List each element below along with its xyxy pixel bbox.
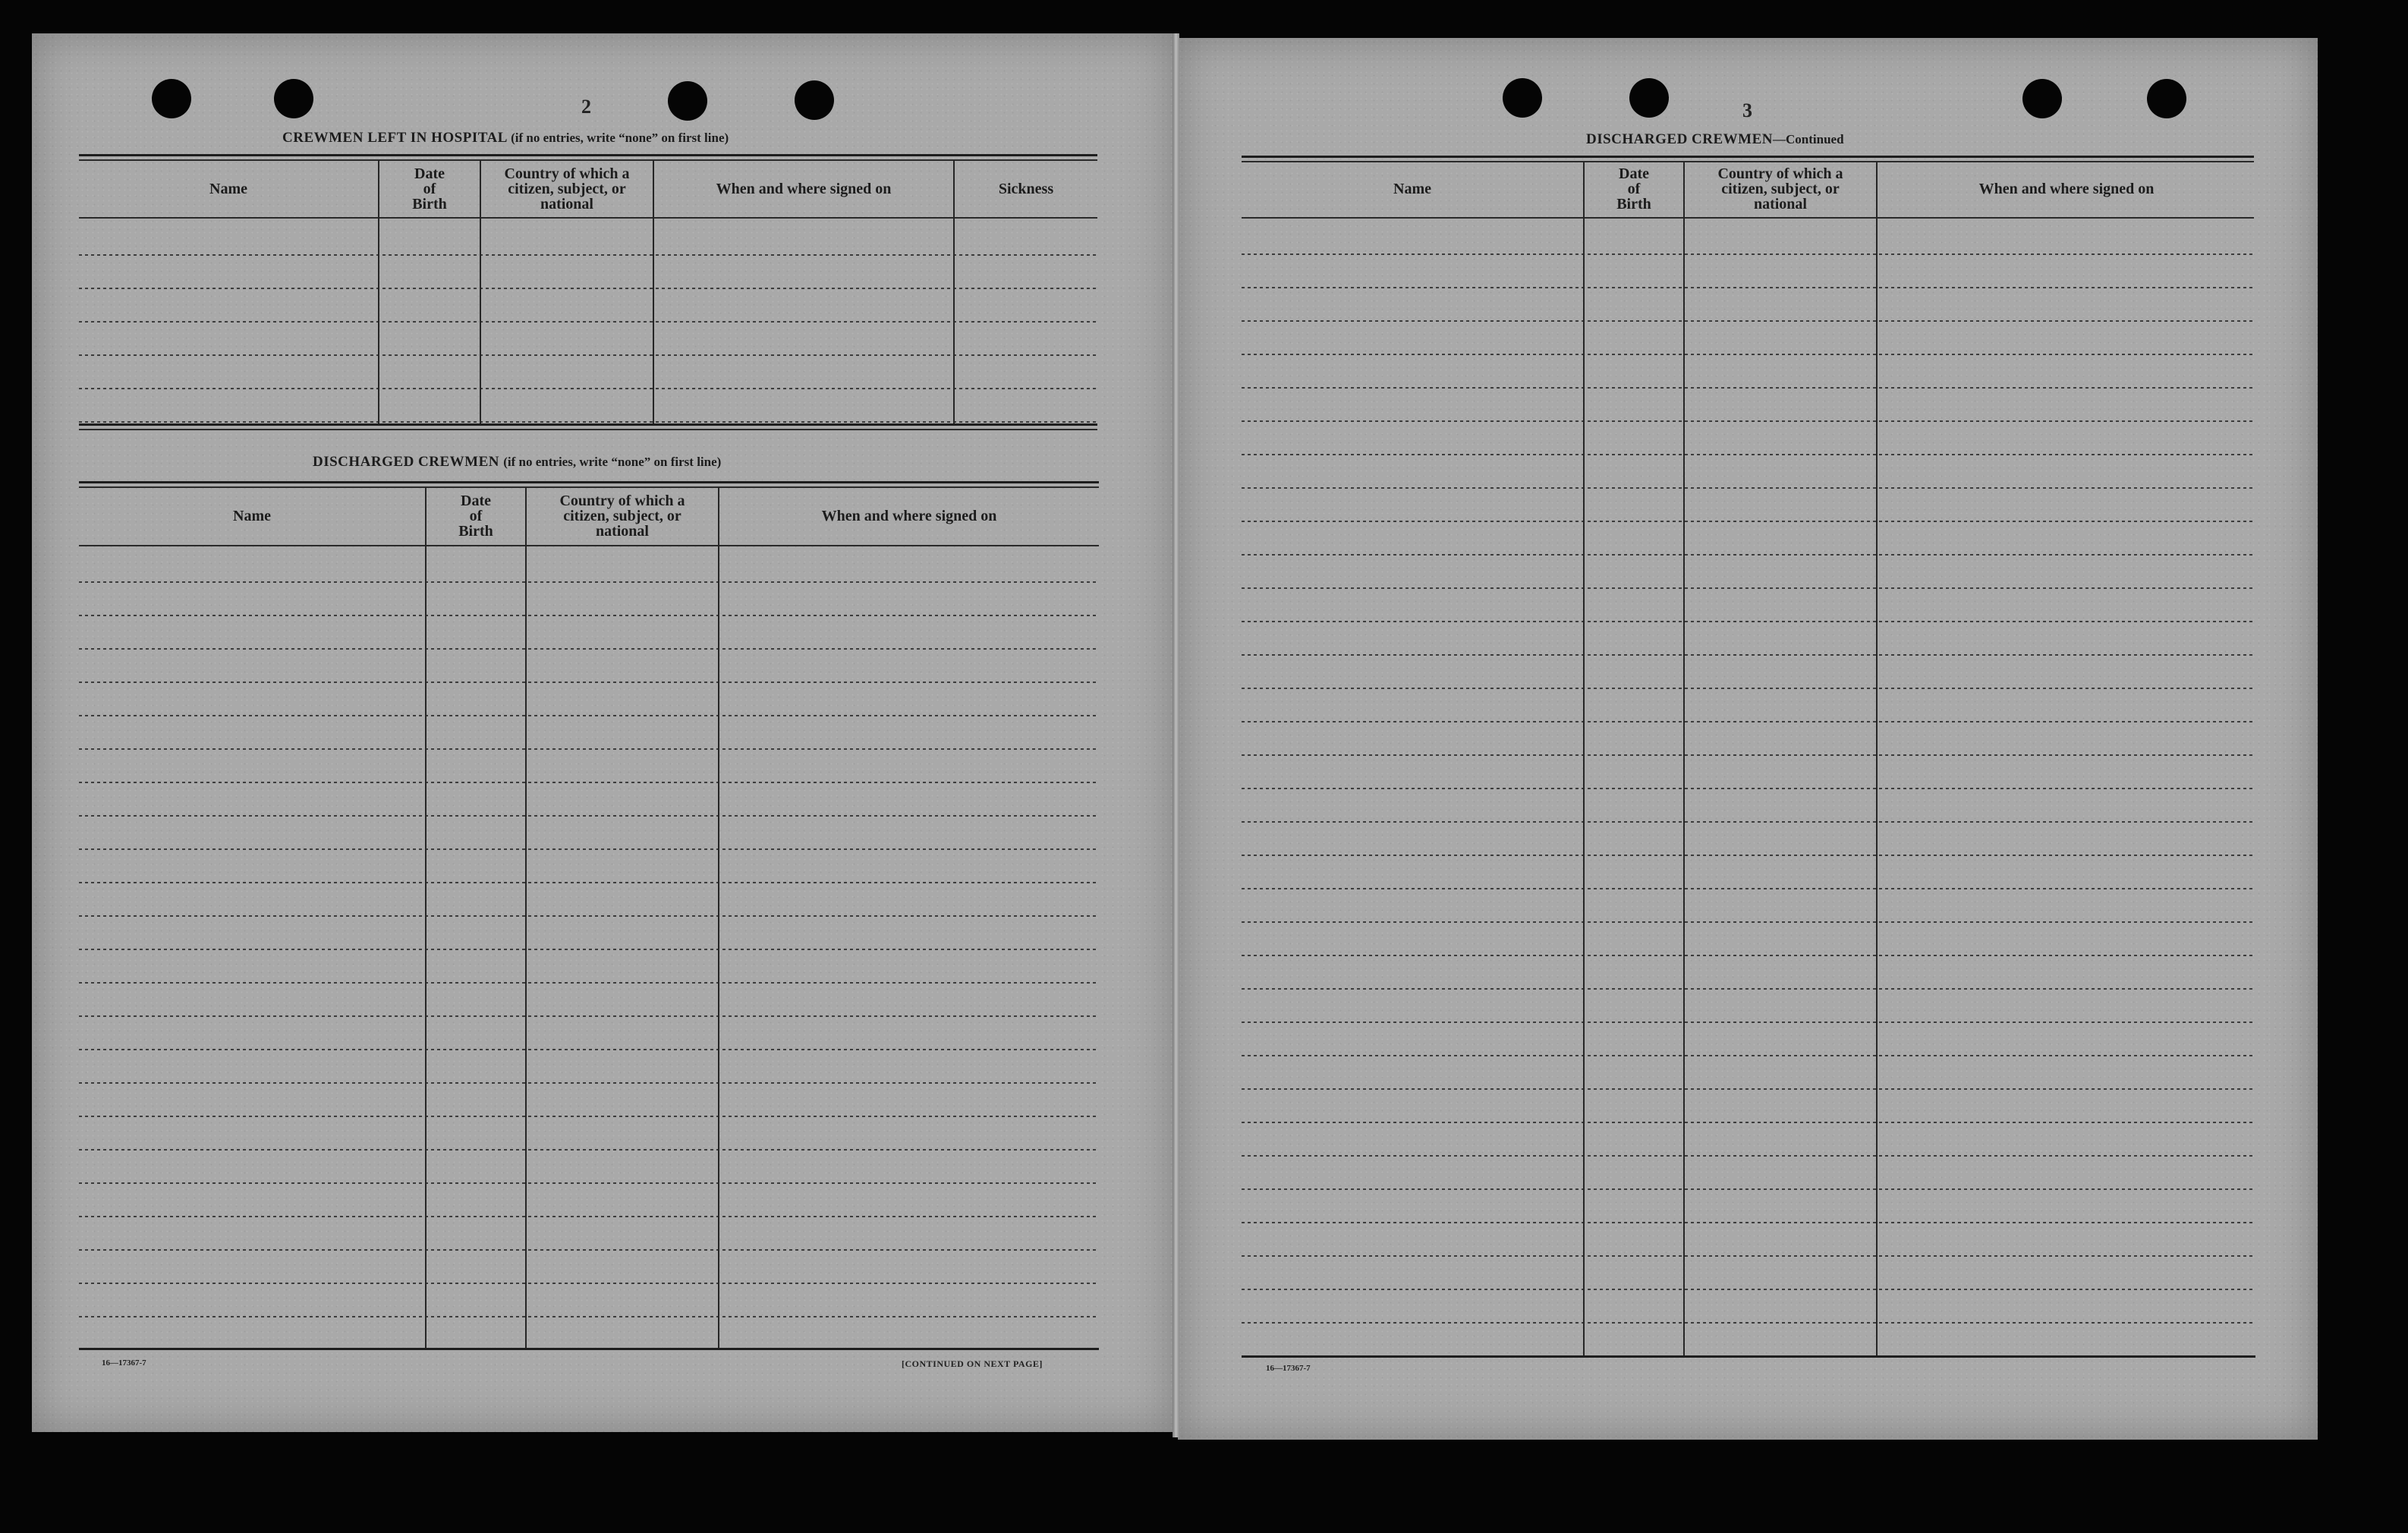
discharged-col-signed-on: When and where signed on	[821, 508, 997, 524]
hospital-col-signed-on: When and where signed on	[716, 181, 892, 197]
right-col-country: Country of which a citizen, subject, or national	[1717, 165, 1843, 212]
discharged-title-text: DISCHARGED CREWMEN	[313, 454, 499, 470]
right-col-divider	[1583, 162, 1585, 1355]
punch-hole	[2022, 79, 2062, 118]
discharged-continued-title-note: —Continued	[1773, 132, 1844, 146]
hospital-col-date-of-birth: Date of Birth	[412, 165, 447, 212]
right-col-name: Name	[1393, 181, 1431, 197]
page-number-left: 2	[581, 96, 591, 118]
hospital-top-rule-inner	[79, 159, 1097, 161]
discharged-section-title	[313, 454, 721, 471]
hospital-col-name: Name	[209, 181, 247, 197]
page-number-right: 3	[1742, 99, 1752, 121]
hospital-header-rule	[79, 217, 1097, 219]
punch-hole	[1503, 78, 1542, 118]
continued-note: [CONTINUED ON NEXT PAGE]	[902, 1358, 1043, 1369]
right-col-date-of-birth: Date of Birth	[1616, 165, 1651, 212]
punch-hole	[152, 79, 191, 118]
discharged-continued-title	[1586, 131, 1844, 148]
hospital-col-country: Country of which a citizen, subject, or national	[504, 165, 630, 212]
right-header-rule	[1242, 217, 2254, 219]
hospital-section-title	[282, 130, 729, 146]
hospital-top-rule	[79, 154, 1097, 156]
punch-hole	[2147, 79, 2186, 118]
form-code-right: 16—17367-7	[1266, 1364, 1311, 1373]
punch-hole	[1629, 78, 1669, 118]
page-fold	[1173, 33, 1179, 1437]
discharged-top-rule-inner	[79, 486, 1099, 488]
punch-hole	[795, 80, 834, 120]
discharged-col-divider	[425, 487, 427, 1348]
punch-hole	[668, 81, 707, 121]
discharged-col-date-of-birth: Date of Birth	[458, 493, 493, 540]
discharged-entry-lines	[79, 549, 1099, 1346]
discharged-continued-title-text: DISCHARGED CREWMEN	[1586, 131, 1773, 147]
hospital-bottom-rule-inner	[79, 429, 1097, 430]
hospital-col-sickness: Sickness	[998, 181, 1054, 197]
discharged-col-name: Name	[233, 508, 271, 524]
right-top-rule	[1242, 156, 2254, 158]
hospital-title-text: CREWMEN LEFT IN HOSPITAL	[282, 130, 507, 146]
hospital-title-note: (if no entries, write “none” on first line)	[511, 131, 729, 145]
right-bottom-rule	[1242, 1355, 2255, 1358]
form-code-left: 16—17367-7	[102, 1358, 146, 1368]
discharged-col-divider	[718, 487, 719, 1348]
hospital-bottom-rule	[79, 423, 1097, 426]
discharged-col-divider	[525, 487, 527, 1348]
discharged-header-rule	[79, 545, 1099, 546]
discharged-top-rule	[79, 481, 1099, 483]
right-col-divider	[1683, 162, 1685, 1355]
hospital-entry-lines	[79, 222, 1097, 423]
right-col-signed-on: When and where signed on	[1978, 181, 2155, 197]
punch-hole	[274, 79, 313, 118]
right-entry-lines	[1242, 222, 2255, 1354]
right-col-divider	[1876, 162, 1878, 1355]
discharged-bottom-rule	[79, 1348, 1099, 1350]
discharged-col-country: Country of which a citizen, subject, or national	[559, 493, 685, 540]
discharged-title-note: (if no entries, write “none” on first line)	[503, 455, 722, 469]
